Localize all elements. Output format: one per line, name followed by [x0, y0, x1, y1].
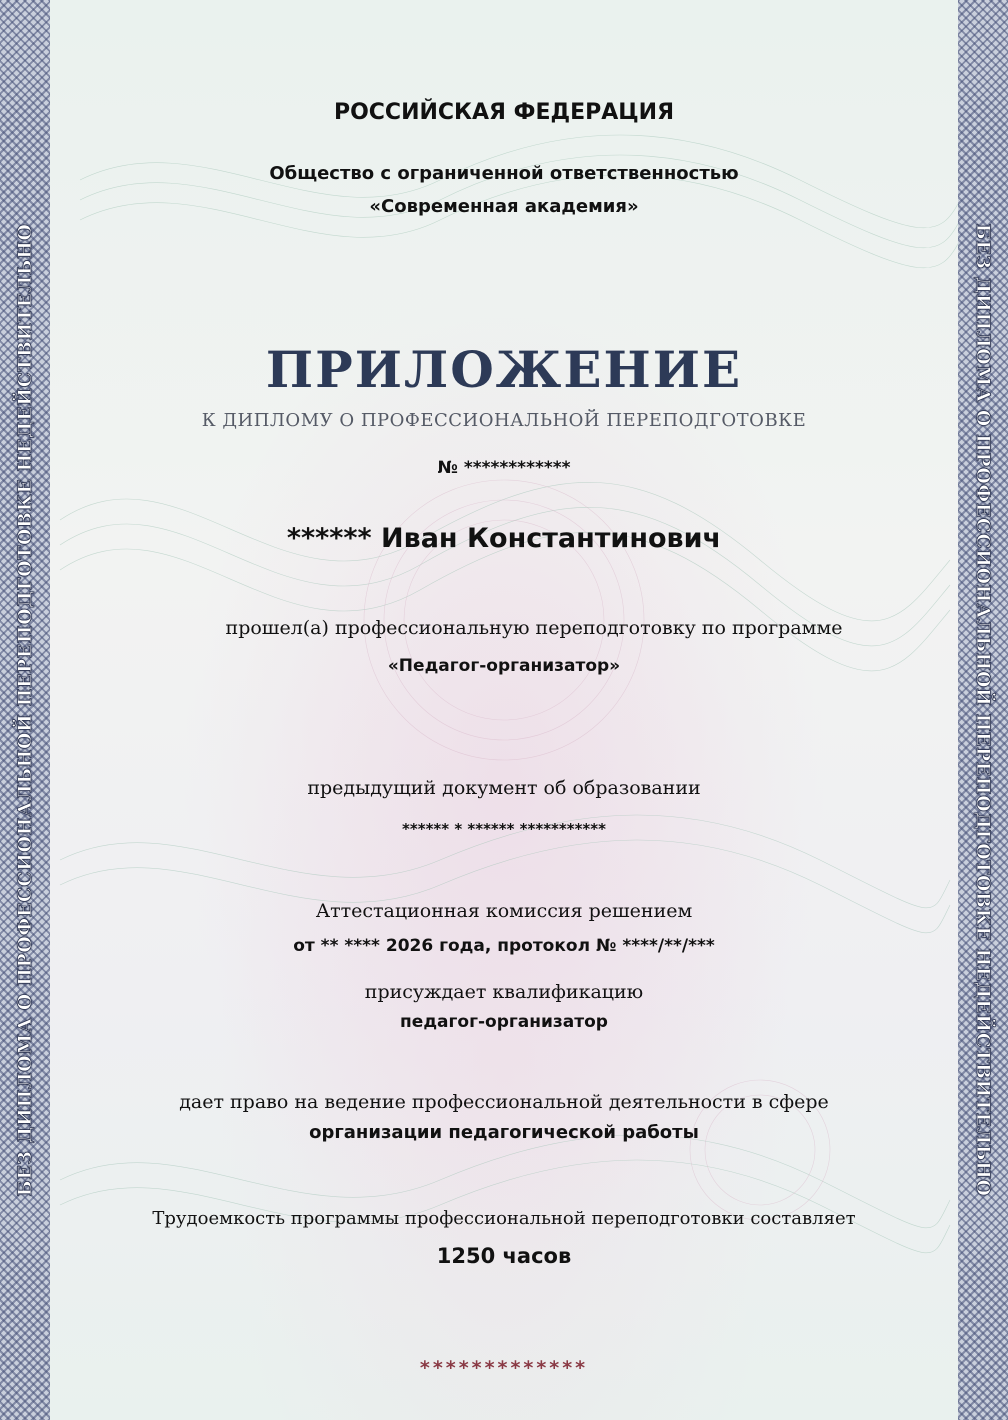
- labor-intensity-label: Трудоемкость программы профессиональной переподготовки составляет: [152, 1208, 856, 1229]
- document-number: № ************: [437, 458, 571, 478]
- awards-label: присуждает квалификацию: [364, 981, 644, 1003]
- previous-document-label: предыдущий документ об образовании: [307, 777, 701, 799]
- qualification-value: педагог-организатор: [400, 1012, 608, 1032]
- document-title: ПРИЛОЖЕНИЕ: [265, 340, 743, 399]
- commission-label: Аттестационная комиссия решением: [315, 900, 693, 922]
- holder-name: ****** Иван Константинович: [286, 523, 722, 554]
- rights-label: дает право на ведение профессиональной деятельности в сфере: [179, 1091, 829, 1113]
- serial-number: *************: [419, 1357, 589, 1379]
- organization-line-2: «Современная академия»: [369, 196, 639, 217]
- document-subtitle: К ДИПЛОМУ О ПРОФЕССИОНАЛЬНОЙ ПЕРЕПОДГОТОВКЕ: [201, 410, 807, 431]
- commission-decision: от ** **** 2026 года, протокол № ****/**/***: [293, 936, 715, 956]
- right-border-text: БЕЗ ДИПЛОМА О ПРОФЕССИОНАЛЬНОЙ ПЕРЕПОДГОТОВКЕ НЕДЕЙСТВИТЕЛЬНО: [972, 223, 994, 1197]
- previous-document-value: ****** * ****** ***********: [402, 820, 606, 838]
- completed-text: прошел(а) профессиональную переподготовку по программе: [225, 617, 843, 639]
- left-border-text: БЕЗ ДИПЛОМА О ПРОФЕССИОНАЛЬНОЙ ПЕРЕПОДГОТОВКЕ НЕДЕЙСТВИТЕЛЬНО: [14, 223, 36, 1197]
- organization-line-1: Общество с ограниченной ответственностью: [269, 163, 739, 184]
- program-name: «Педагог-организатор»: [387, 656, 621, 676]
- program-hours: 1250 часов: [436, 1244, 572, 1268]
- country-heading: РОССИЙСКАЯ ФЕДЕРАЦИЯ: [333, 100, 675, 125]
- activity-sphere: организации педагогической работы: [309, 1122, 699, 1143]
